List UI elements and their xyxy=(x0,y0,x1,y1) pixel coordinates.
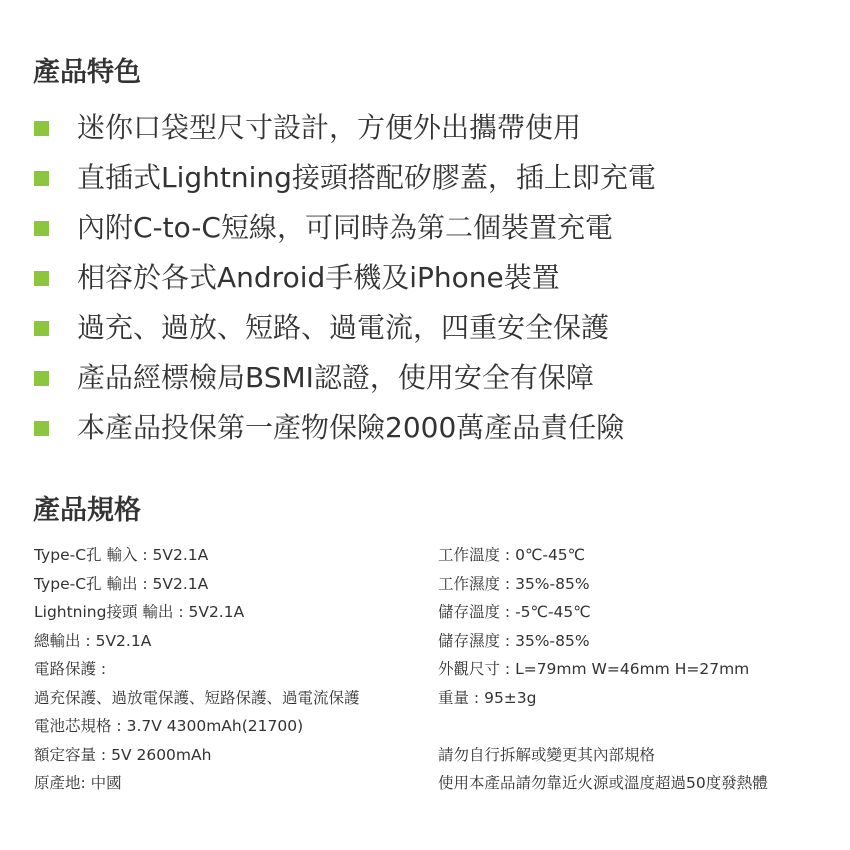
spec-line: 使用本產品請勿靠近火源或溫度超過50度發熱體 xyxy=(438,774,768,792)
spec-line: 工作溫度 : 0℃-45℃ xyxy=(438,546,586,564)
specs-title: 產品規格 xyxy=(33,495,141,526)
feature-text: 內附C-to-C短線，可同時為第二個裝置充電 xyxy=(77,211,613,244)
square-bullet-icon xyxy=(34,321,49,336)
square-bullet-icon xyxy=(34,121,49,136)
feature-text: 過充、過放、短路、過電流，四重安全保護 xyxy=(77,311,610,344)
feature-item xyxy=(34,403,834,453)
square-bullet-icon xyxy=(34,171,49,186)
feature-item xyxy=(34,103,834,153)
feature-item xyxy=(34,203,834,253)
spec-line: 原產地: 中國 xyxy=(34,774,122,792)
feature-item xyxy=(34,353,834,403)
spec-line: 過充保護、過放電保護、短路保護、過電流保護 xyxy=(34,688,360,707)
spec-line: Lightning接頭 輸出 : 5V2.1A xyxy=(34,603,245,621)
spec-line: 請勿自行拆解或變更其內部規格 xyxy=(438,745,656,764)
spec-line: 儲存濕度 : 35%-85% xyxy=(438,631,590,650)
square-bullet-icon xyxy=(34,421,49,436)
spec-line: 電池芯規格 : 3.7V 4300mAh(21700) xyxy=(34,717,304,735)
spec-line: 外觀尺寸 : L=79mm W=46mm H=27mm xyxy=(438,660,750,678)
feature-text: 產品經標檢局BSMI認證，使用安全有保障 xyxy=(77,361,594,394)
specs-left-column xyxy=(34,541,429,798)
spec-line: 儲存溫度 : -5℃-45℃ xyxy=(438,603,591,621)
features-list xyxy=(34,103,834,453)
spec-line: 工作濕度 : 35%-85% xyxy=(438,574,590,593)
features-title: 產品特色 xyxy=(33,57,141,88)
feature-text: 迷你口袋型尺寸設計，方便外出攜帶使用 xyxy=(77,111,582,144)
spec-spacer xyxy=(438,712,848,741)
spec-line: Type-C孔 輸出 : 5V2.1A xyxy=(34,574,209,593)
feature-text: 直插式Lightning接頭搭配矽膠蓋，插上即充電 xyxy=(77,161,656,194)
feature-item xyxy=(34,253,834,303)
spec-line: Type-C孔 輸入 : 5V2.1A xyxy=(34,546,209,564)
spec-line: 電路保護 : xyxy=(34,660,107,678)
feature-item xyxy=(34,153,834,203)
feature-item xyxy=(34,303,834,353)
specs-right-column xyxy=(438,541,848,798)
spec-line: 總輸出 : 5V2.1A xyxy=(34,631,152,650)
square-bullet-icon xyxy=(34,271,49,286)
spec-line: 重量 : 95±3g xyxy=(438,688,537,707)
feature-text: 相容於各式Android手機及iPhone裝置 xyxy=(77,261,560,294)
feature-text: 本產品投保第一產物保險2000萬產品責任險 xyxy=(77,411,625,444)
square-bullet-icon xyxy=(34,221,49,236)
square-bullet-icon xyxy=(34,371,49,386)
spec-line: 額定容量 : 5V 2600mAh xyxy=(34,745,212,764)
